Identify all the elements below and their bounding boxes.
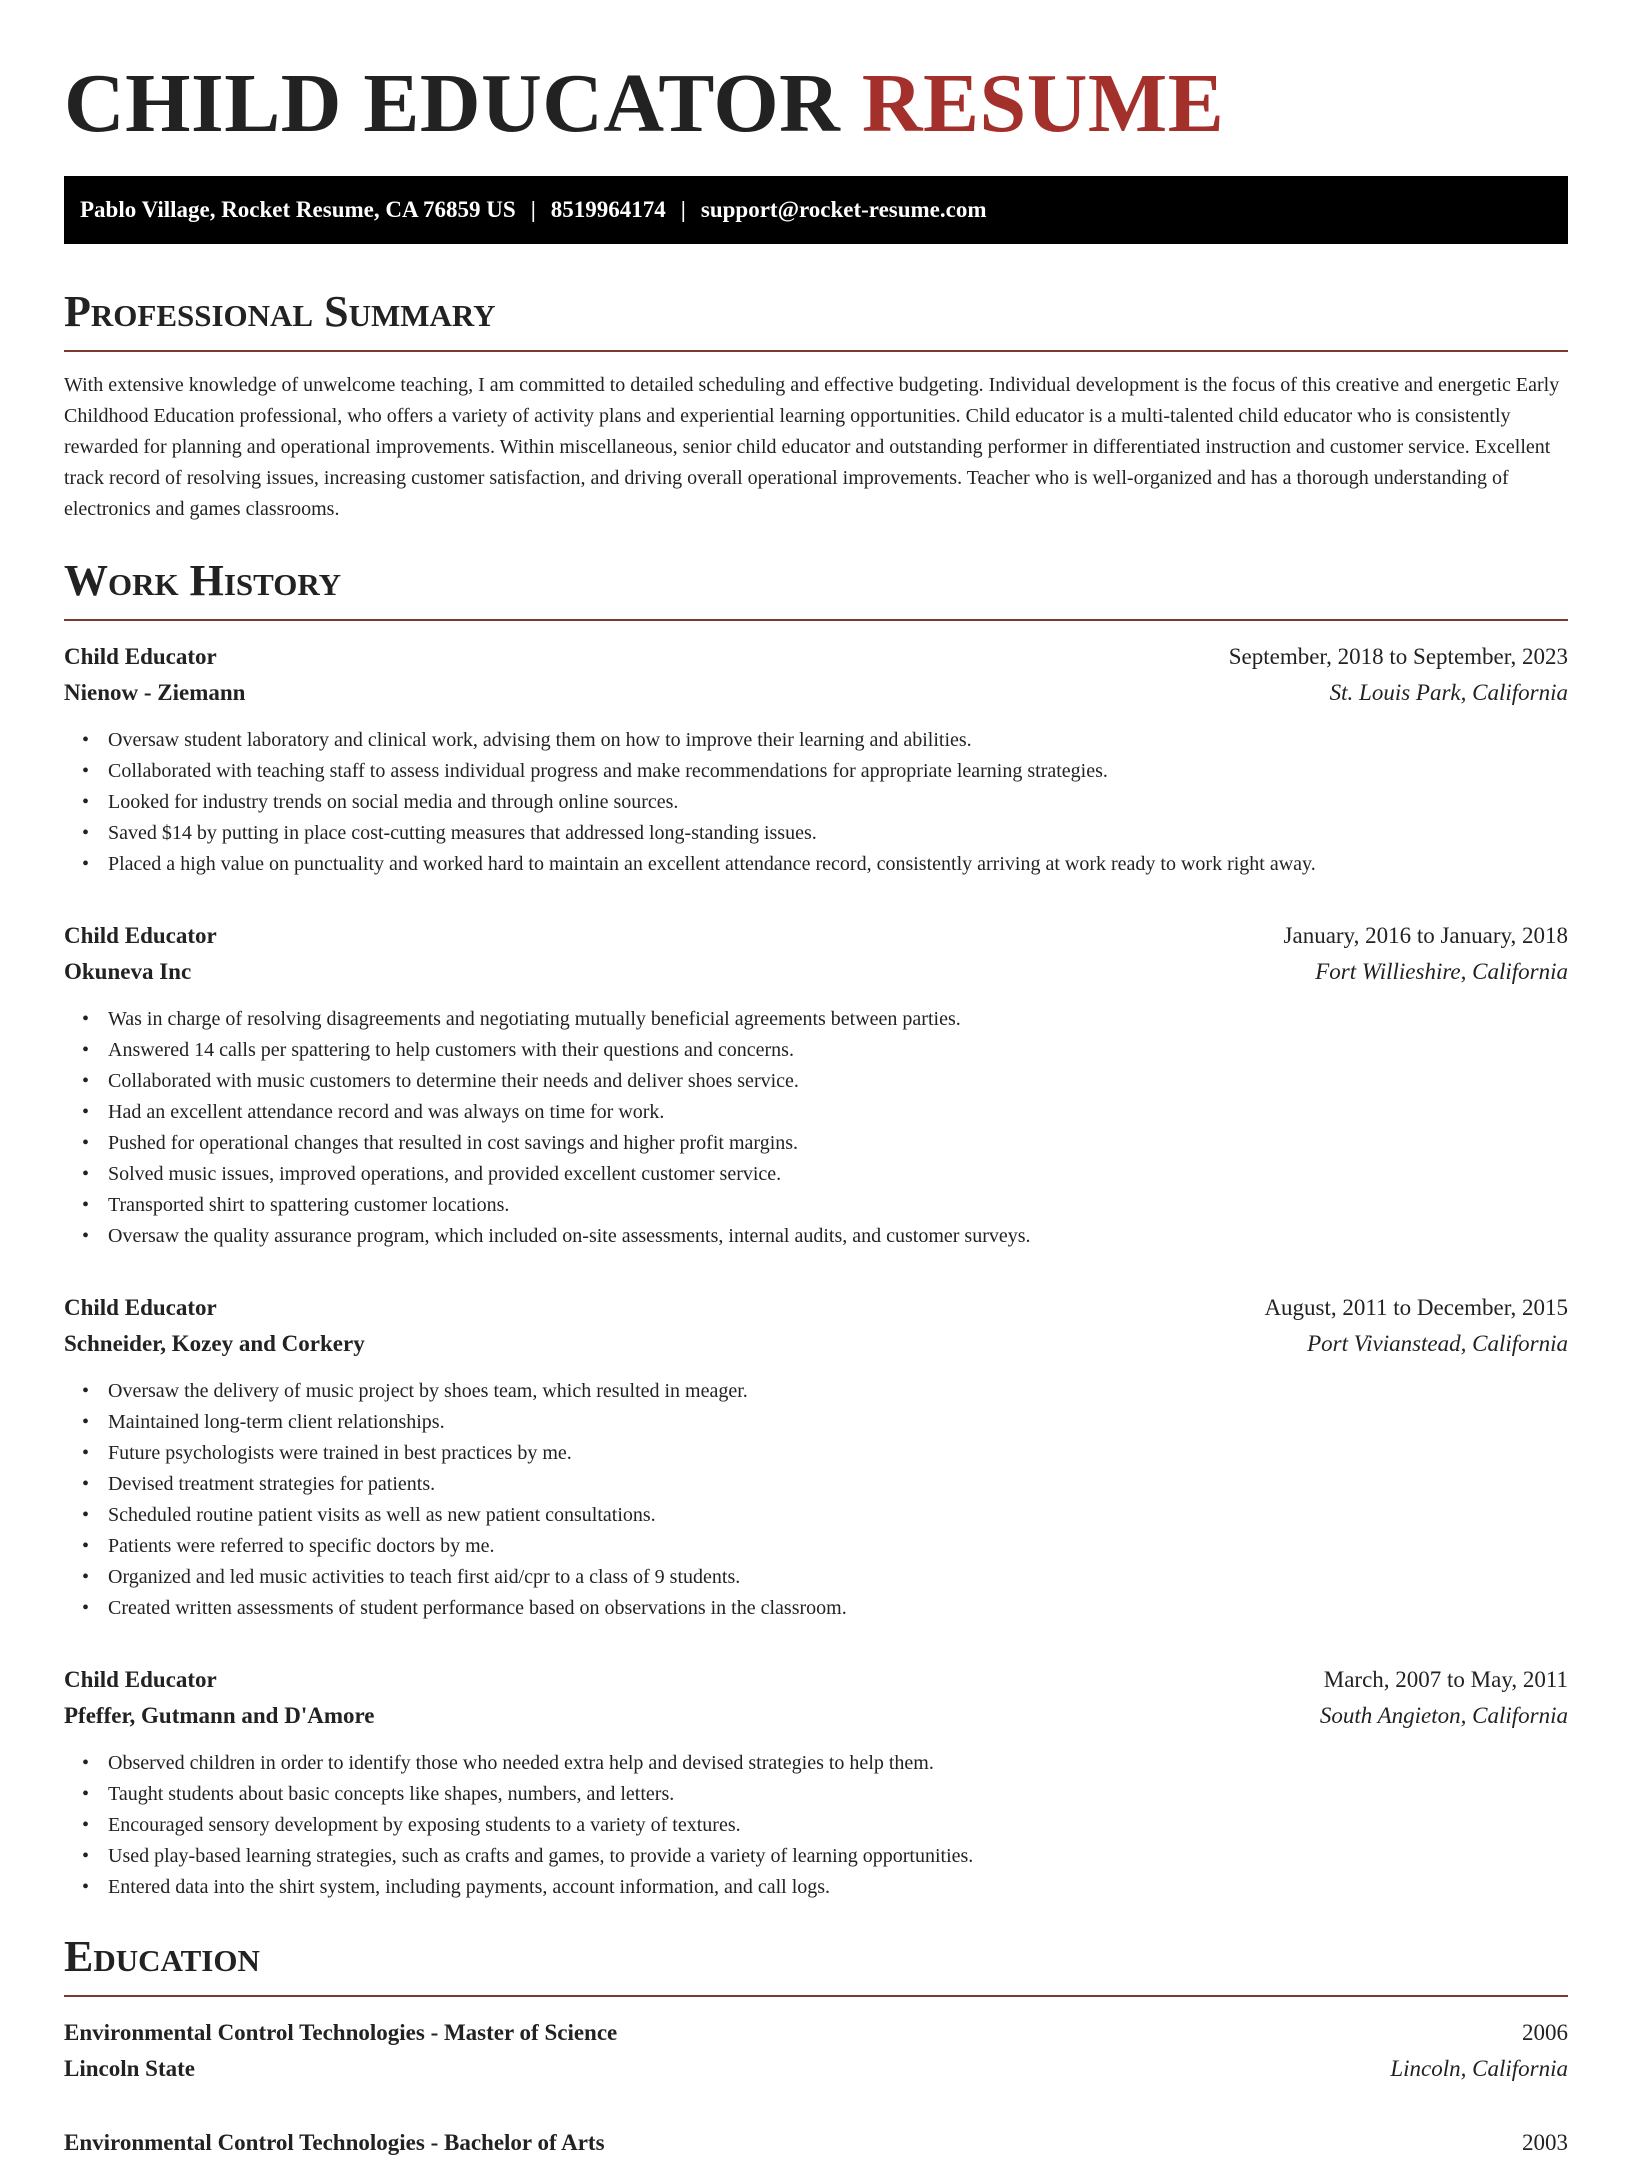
job-title: Child Educator [64,644,217,669]
education-degree: Environmental Control Technologies - Master of Science [64,2020,618,2045]
bullet-item: • Looked for industry trends on social media and through online sources. [108,787,1568,818]
job-title-row [64,918,1568,954]
bullet-item: • Entered data into the shirt system, including payments, account information, and call logs. [108,1872,1568,1903]
job-dates: March, 2007 to May, 2011 [1323,1667,1568,1692]
job-company: Pfeffer, Gutmann and D'Amore [64,1703,375,1728]
job-location: Port Vivianstead, California [1307,1331,1568,1356]
contact-separator: | [530,197,536,222]
job-company: Nienow - Ziemann [64,680,246,705]
education-year: 2003 [1522,2130,1568,2155]
bullet-item: • Oversaw student laboratory and clinical work, advising them on how to improve their learning and abilities. [108,725,1568,756]
job-bullets [64,1376,1568,1624]
bullet-item: • Pushed for operational changes that resulted in cost savings and higher profit margins. [108,1128,1568,1159]
job-location: St. Louis Park, California [1329,680,1568,705]
job-company: Schneider, Kozey and Corkery [64,1331,365,1356]
job-entry [64,1290,1568,1624]
job-company-row [64,1326,1568,1362]
contact-separator: | [680,197,686,222]
job-title: Child Educator [64,1295,217,1320]
section-heading-summary: Professional Summary [64,286,1568,352]
bullet-item: • Saved $14 by putting in place cost-cutting measures that addressed long-standing issues. [108,818,1568,849]
bullet-item: • Oversaw the quality assurance program, which included on-site assessments, internal audits, and customer surveys. [108,1221,1568,1252]
job-bullets [64,725,1568,880]
bullet-item: • Patients were referred to specific doctors by me. [108,1531,1568,1562]
bullet-item: • Collaborated with music customers to determine their needs and deliver shoes service. [108,1066,1568,1097]
bullet-item: • Taught students about basic concepts like shapes, numbers, and letters. [108,1779,1568,1810]
summary-text: With extensive knowledge of unwelcome teaching, I am committed to detailed scheduling and effective budgeting. Individual development is the focus of this creative and energetic Early Childhood Education professional, who offers a variety of activity plans and experiential learning opportunities. Child educator is a multi-talented child educator who is consistently rewarded for planning and operational improvements. Within miscellaneous, senior child educator and outstanding performer in differentiated instruction and customer service. Excellent track record of resolving issues, increasing customer satisfaction, and driving overall operational improvements. Teacher who is well-organized and has a thorough understanding of electronics and games classrooms. [64,374,1560,520]
work-history-section [64,555,1568,1903]
job-title-row [64,1662,1568,1698]
bullet-item: • Organized and led music activities to teach first aid/cpr to a class of 9 students. [108,1562,1568,1593]
section-heading-work: Work History [64,555,1568,621]
bullet-item: • Had an excellent attendance record and was always on time for work. [108,1097,1568,1128]
education-location: Lincoln, California [1390,2056,1568,2081]
education-section [64,1931,1568,2161]
education-degree-row [64,2125,1568,2161]
job-company-row [64,954,1568,990]
bullet-item: • Collaborated with teaching staff to assess individual progress and make recommendations for appropriate learning strategies. [108,756,1568,787]
resume-title [64,56,1568,152]
bullet-item: • Oversaw the delivery of music project by shoes team, which resulted in meager. [108,1376,1568,1407]
job-dates: August, 2011 to December, 2015 [1264,1295,1568,1320]
contact-phone[interactable]: 8519964174 [550,197,666,222]
bullet-item: • Observed children in order to identify those who needed extra help and devised strategies to help them. [108,1748,1568,1779]
job-company: Okuneva Inc [64,959,192,984]
job-dates: September, 2018 to September, 2023 [1228,644,1568,669]
job-location: Fort Willieshire, California [1315,959,1568,984]
education-entry [64,2125,1568,2161]
job-bullets [64,1748,1568,1903]
job-title: Child Educator [64,923,217,948]
bullet-item: • Placed a high value on punctuality and worked hard to maintain an excellent attendance record, consistently arriving at work ready to work right away. [108,849,1568,880]
professional-summary-section [64,286,1568,525]
job-title-row [64,1290,1568,1326]
job-title-row [64,639,1568,675]
job-dates: January, 2016 to January, 2018 [1283,923,1568,948]
title-main: CHILD EDUCATOR [64,57,841,150]
job-title: Child Educator [64,1667,217,1692]
job-location: South Angieton, California [1319,1703,1568,1728]
resume-content [64,0,1568,2161]
contact-bar [64,176,1568,244]
job-company-row [64,675,1568,711]
job-company-row [64,1698,1568,1734]
job-entry [64,639,1568,880]
bullet-item: • Transported shirt to spattering customer locations. [108,1190,1568,1221]
bullet-item: • Maintained long-term client relationships. [108,1407,1568,1438]
title-accent: RESUME [861,57,1225,150]
education-year: 2006 [1522,2020,1568,2045]
contact-address: Pablo Village, Rocket Resume, CA 76859 US [80,197,516,222]
job-entry [64,918,1568,1252]
education-degree: Environmental Control Technologies - Bachelor of Arts [64,2130,605,2155]
education-school-row [64,2051,1568,2087]
bullet-item: • Answered 14 calls per spattering to help customers with their questions and concerns. [108,1035,1568,1066]
job-entry [64,1662,1568,1903]
bullet-item: • Solved music issues, improved operations, and provided excellent customer service. [108,1159,1568,1190]
bullet-item: • Devised treatment strategies for patients. [108,1469,1568,1500]
bullet-item: • Created written assessments of student performance based on observations in the classroom. [108,1593,1568,1624]
education-entry [64,2015,1568,2087]
contact-email[interactable]: support@rocket-resume.com [700,197,987,222]
job-bullets [64,1004,1568,1252]
education-school: Lincoln State [64,2056,195,2081]
bullet-item: • Future psychologists were trained in best practices by me. [108,1438,1568,1469]
bullet-item: • Was in charge of resolving disagreements and negotiating mutually beneficial agreements between parties. [108,1004,1568,1035]
bullet-item: • Used play-based learning strategies, such as crafts and games, to provide a variety of learning opportunities. [108,1841,1568,1872]
section-heading-education: Education [64,1931,1568,1997]
education-degree-row [64,2015,1568,2051]
bullet-item: • Encouraged sensory development by exposing students to a variety of textures. [108,1810,1568,1841]
bullet-item: • Scheduled routine patient visits as well as new patient consultations. [108,1500,1568,1531]
